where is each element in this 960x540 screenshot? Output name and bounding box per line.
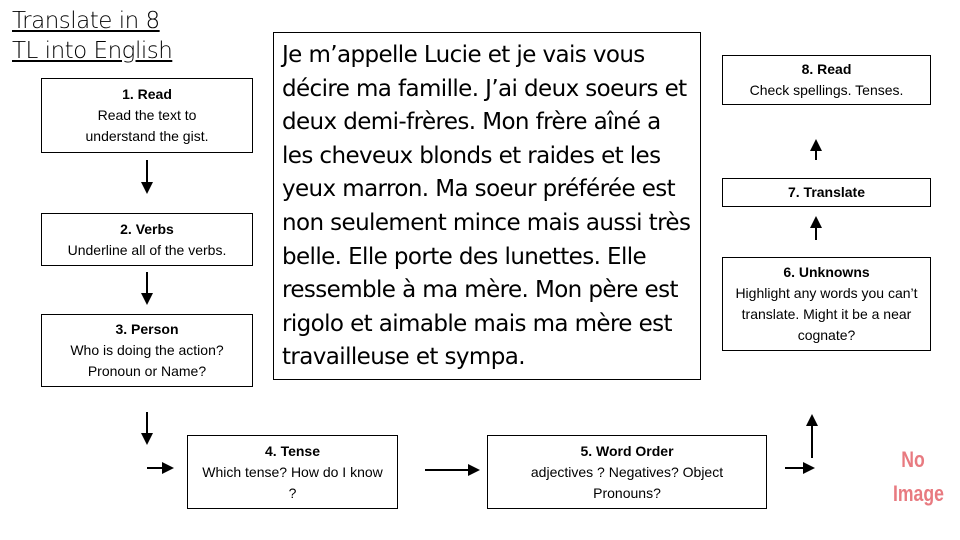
step-5-word-order: 5. Word Order adjectives ? Negatives? Object Pronouns? [487, 435, 767, 509]
step-2-verbs: 2. Verbs Underline all of the verbs. [41, 213, 253, 266]
step-3-person: 3. Person Who is doing the action? Pronoun or Name? [41, 314, 253, 387]
step-8-read: 8. Read Check spellings. Tenses. [722, 55, 931, 105]
passage-text: Je m’appelle Lucie et je vais vous décire ma famille. J’ai deux soeurs et deux demi-frères. Mon frère aîné a les cheveux blonds et raides et les yeux marron. Ma soeur préférée est non seulement mince mais aussi très belle. Elle porte des lunettes. Elle ressemble à ma mère. Mon père est rigolo et aimable mais ma mère est travailleuse et sympa. [273, 32, 701, 380]
step-1-read: 1. Read Read the text to understand the gist. [41, 78, 253, 153]
step-6-unknowns: 6. Unknowns Highlight any words you can’t translate. Might it be a near cognate? [722, 257, 931, 351]
page-title: Translate in 8 TL into English [12, 8, 173, 64]
no-image-placeholder: No Image [893, 447, 944, 506]
step-7-translate: 7. Translate [722, 178, 931, 207]
step-4-tense: 4. Tense Which tense? How do I know ? [187, 435, 398, 509]
